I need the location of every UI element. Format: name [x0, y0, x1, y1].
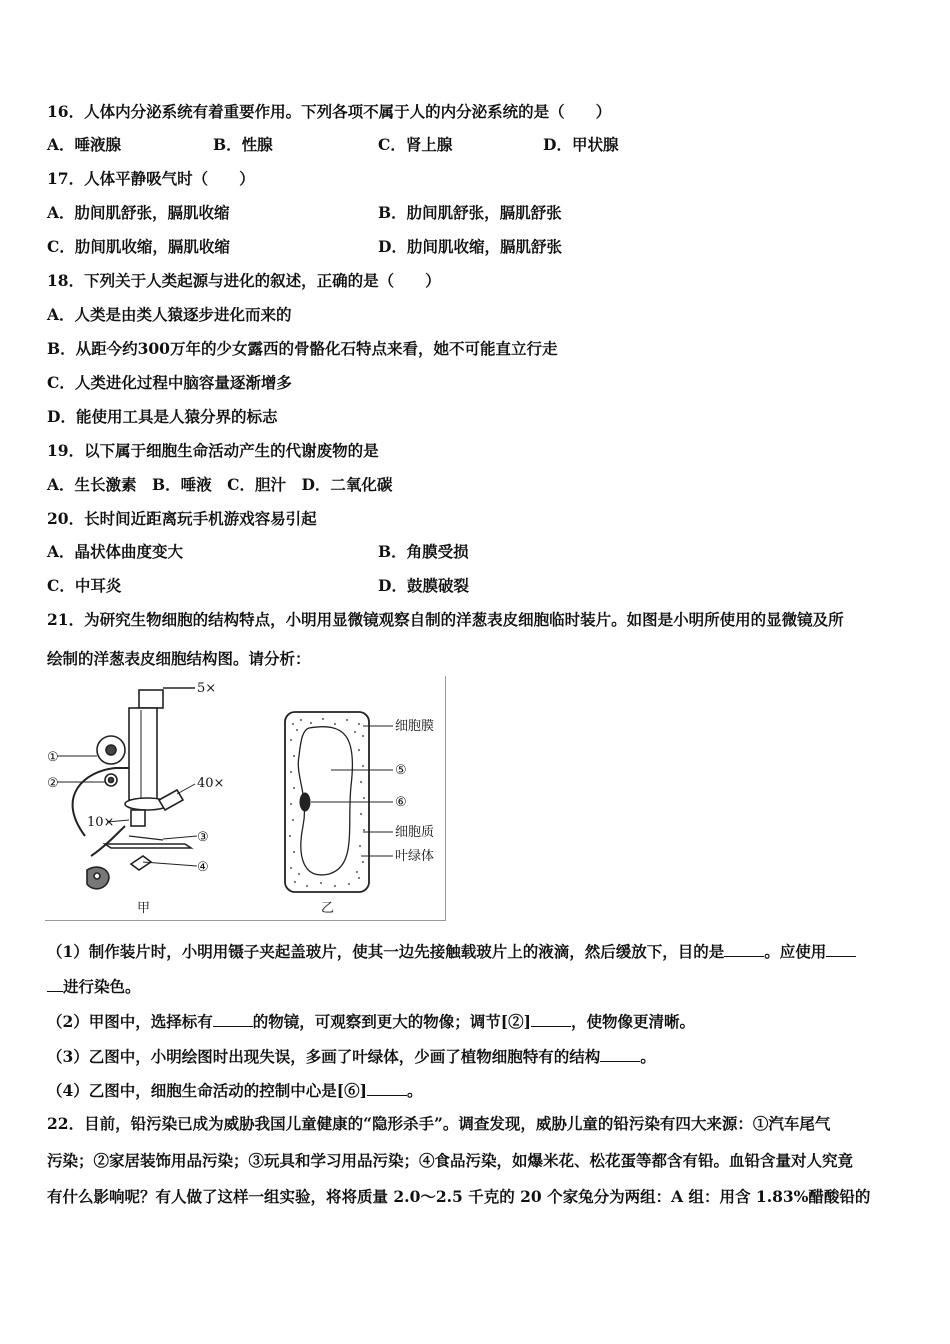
q20-option-c: C．中耳炎	[47, 576, 122, 595]
q21-sub2-text-c: ，使物像更清晰。	[570, 1012, 695, 1031]
part-2-label: ②	[47, 776, 59, 791]
q16-option-c: C．肾上腺	[378, 135, 453, 154]
q21-sub1-text-c: 进行染色。	[63, 977, 141, 996]
q16-option-b: B．性腺	[213, 135, 273, 154]
q20-stem: 20．长时间近距离玩手机游戏容易引起	[47, 509, 317, 528]
q18-option-a: A．人类是由类人猿逐步进化而来的	[47, 305, 292, 324]
q21-sub1-blank-2a[interactable]	[826, 940, 856, 957]
q16-stem: 16．人体内分泌系统有着重要作用。下列各项不属于人的内分泌系统的是（ ）	[47, 102, 612, 121]
q21-sub3-text-a: （3）乙图中，小明绘图时出现失误，多画了叶绿体，少画了植物细胞特有的结构	[47, 1047, 601, 1066]
q21-sub4-text-a: （4）乙图中，细胞生命活动的控制中心是[⑥]	[47, 1081, 367, 1100]
part-1-label: ①	[47, 750, 59, 765]
q22-line3: 有什么影响呢？有人做了这样一组实验，将将质量 2.0～2.5 千克的 20 个家兔分为两组：A 组：用含 1.83%醋酸铅的	[47, 1187, 871, 1206]
q18-stem: 18．下列关于人类起源与进化的叙述，正确的是（ ）	[47, 271, 441, 290]
q20-option-d: D．鼓膜破裂	[378, 576, 469, 595]
q21-sub3-text-b: 。	[640, 1047, 656, 1066]
q18-option-d: D．能使用工具是人猿分界的标志	[47, 407, 278, 426]
q21-sub3	[47, 1045, 656, 1068]
q21-sub1-text-a: （1）制作装片时，小明用镊子夹起盖玻片，使其一边先接触载玻片上的液滴，然后缓放下，目的是	[47, 942, 725, 961]
q21-stem-line1: 21．为研究生物细胞的结构特点，小明用显微镜观察自制的洋葱表皮细胞临时装片。如图是小明所使用的显微镜及所	[47, 610, 844, 629]
q16-option-d: D．甲状腺	[543, 135, 619, 154]
cell-membrane-label: 细胞膜	[395, 719, 435, 734]
q17-stem: 17．人体平静吸气时（ ）	[47, 169, 255, 188]
low-objective-label: 10×	[87, 815, 115, 830]
q19-stem: 19．以下属于细胞生命活动产生的代谢废物的是	[47, 441, 379, 460]
q21-sub1-blank-2b[interactable]	[47, 975, 63, 992]
high-objective-label: 40×	[197, 776, 225, 791]
q21-sub2	[47, 1010, 695, 1033]
figure-jia-caption: 甲	[137, 901, 151, 916]
eyepiece-shape	[139, 690, 163, 708]
q18-option-b: B．从距今约300万年的少女露西的骨骼化石特点来看，她不可能直立行走	[47, 339, 558, 358]
chloroplast-label: 叶绿体	[395, 849, 435, 864]
body-tube-shape	[129, 708, 157, 800]
stage-shape	[105, 844, 191, 848]
q17-option-c: C．肋间肌收缩，膈肌收缩	[47, 237, 230, 256]
q22-line1: 22．目前，铅污染已成为威胁我国儿童健康的“隐形杀手”。调查发现，威胁儿童的铅污染有四大来源：①汽车尾气	[47, 1114, 831, 1133]
q21-sub4-text-b: 。	[406, 1081, 423, 1100]
q21-sub4	[47, 1079, 422, 1102]
q17-option-a: A．肋间肌舒张，膈肌收缩	[47, 203, 230, 222]
q16-option-a: A．唾液腺	[47, 135, 122, 154]
cytoplasm-label: 细胞质	[395, 825, 435, 840]
q21-sub1-blank-1[interactable]	[724, 940, 764, 957]
q18-option-c: C．人类进化过程中脑容量逐渐增多	[47, 373, 292, 392]
q21-sub1-line2	[47, 975, 141, 998]
eyepiece-label: 5×	[197, 681, 217, 696]
q21-sub2-text-a: （2）甲图中，选择标有	[47, 1012, 213, 1031]
onion-cell-drawing	[285, 712, 393, 892]
q21-sub2-blank-1[interactable]	[213, 1010, 253, 1027]
nucleus-shape	[300, 793, 310, 811]
part-6-label: ⑥	[395, 795, 407, 810]
q21-sub1-text-b: 。应使用	[764, 942, 827, 961]
mirror-shape	[131, 856, 151, 870]
part-5-label: ⑤	[395, 763, 407, 778]
figure-yi-caption: 乙	[321, 901, 335, 916]
part-3-label: ③	[197, 830, 209, 845]
q21-sub3-blank[interactable]	[600, 1045, 640, 1062]
q22-line2: 污染；②家居装饰用品污染；③玩具和学习用品污染；④食品污染，如爆米花、松花蛋等都含有铅。血铅含量对人究竟	[47, 1151, 854, 1170]
q21-figure	[45, 676, 446, 921]
q21-stem-line2: 绘制的洋葱表皮细胞结构图。请分析：	[47, 649, 311, 668]
q21-sub4-blank[interactable]	[367, 1079, 407, 1096]
q17-option-d: D．肋间肌收缩，膈肌舒张	[378, 237, 562, 256]
q21-sub2-text-b: 的物镜，可观察到更大的物像；调节[②]	[252, 1012, 531, 1031]
q21-sub1-line1	[47, 940, 856, 963]
microscope-cell-diagram	[45, 676, 445, 920]
part-4-label: ④	[197, 860, 209, 875]
q21-sub2-blank-2[interactable]	[531, 1010, 571, 1027]
q17-option-b: B．肋间肌舒张，膈肌舒张	[378, 203, 562, 222]
q19-options: A．生长激素 B．唾液 C．胆汁 D．二氧化碳	[47, 475, 393, 494]
q20-option-a: A．晶状体曲度变大	[47, 542, 184, 561]
microscope-drawing	[57, 688, 197, 889]
q20-option-b: B．角膜受损	[378, 542, 469, 561]
